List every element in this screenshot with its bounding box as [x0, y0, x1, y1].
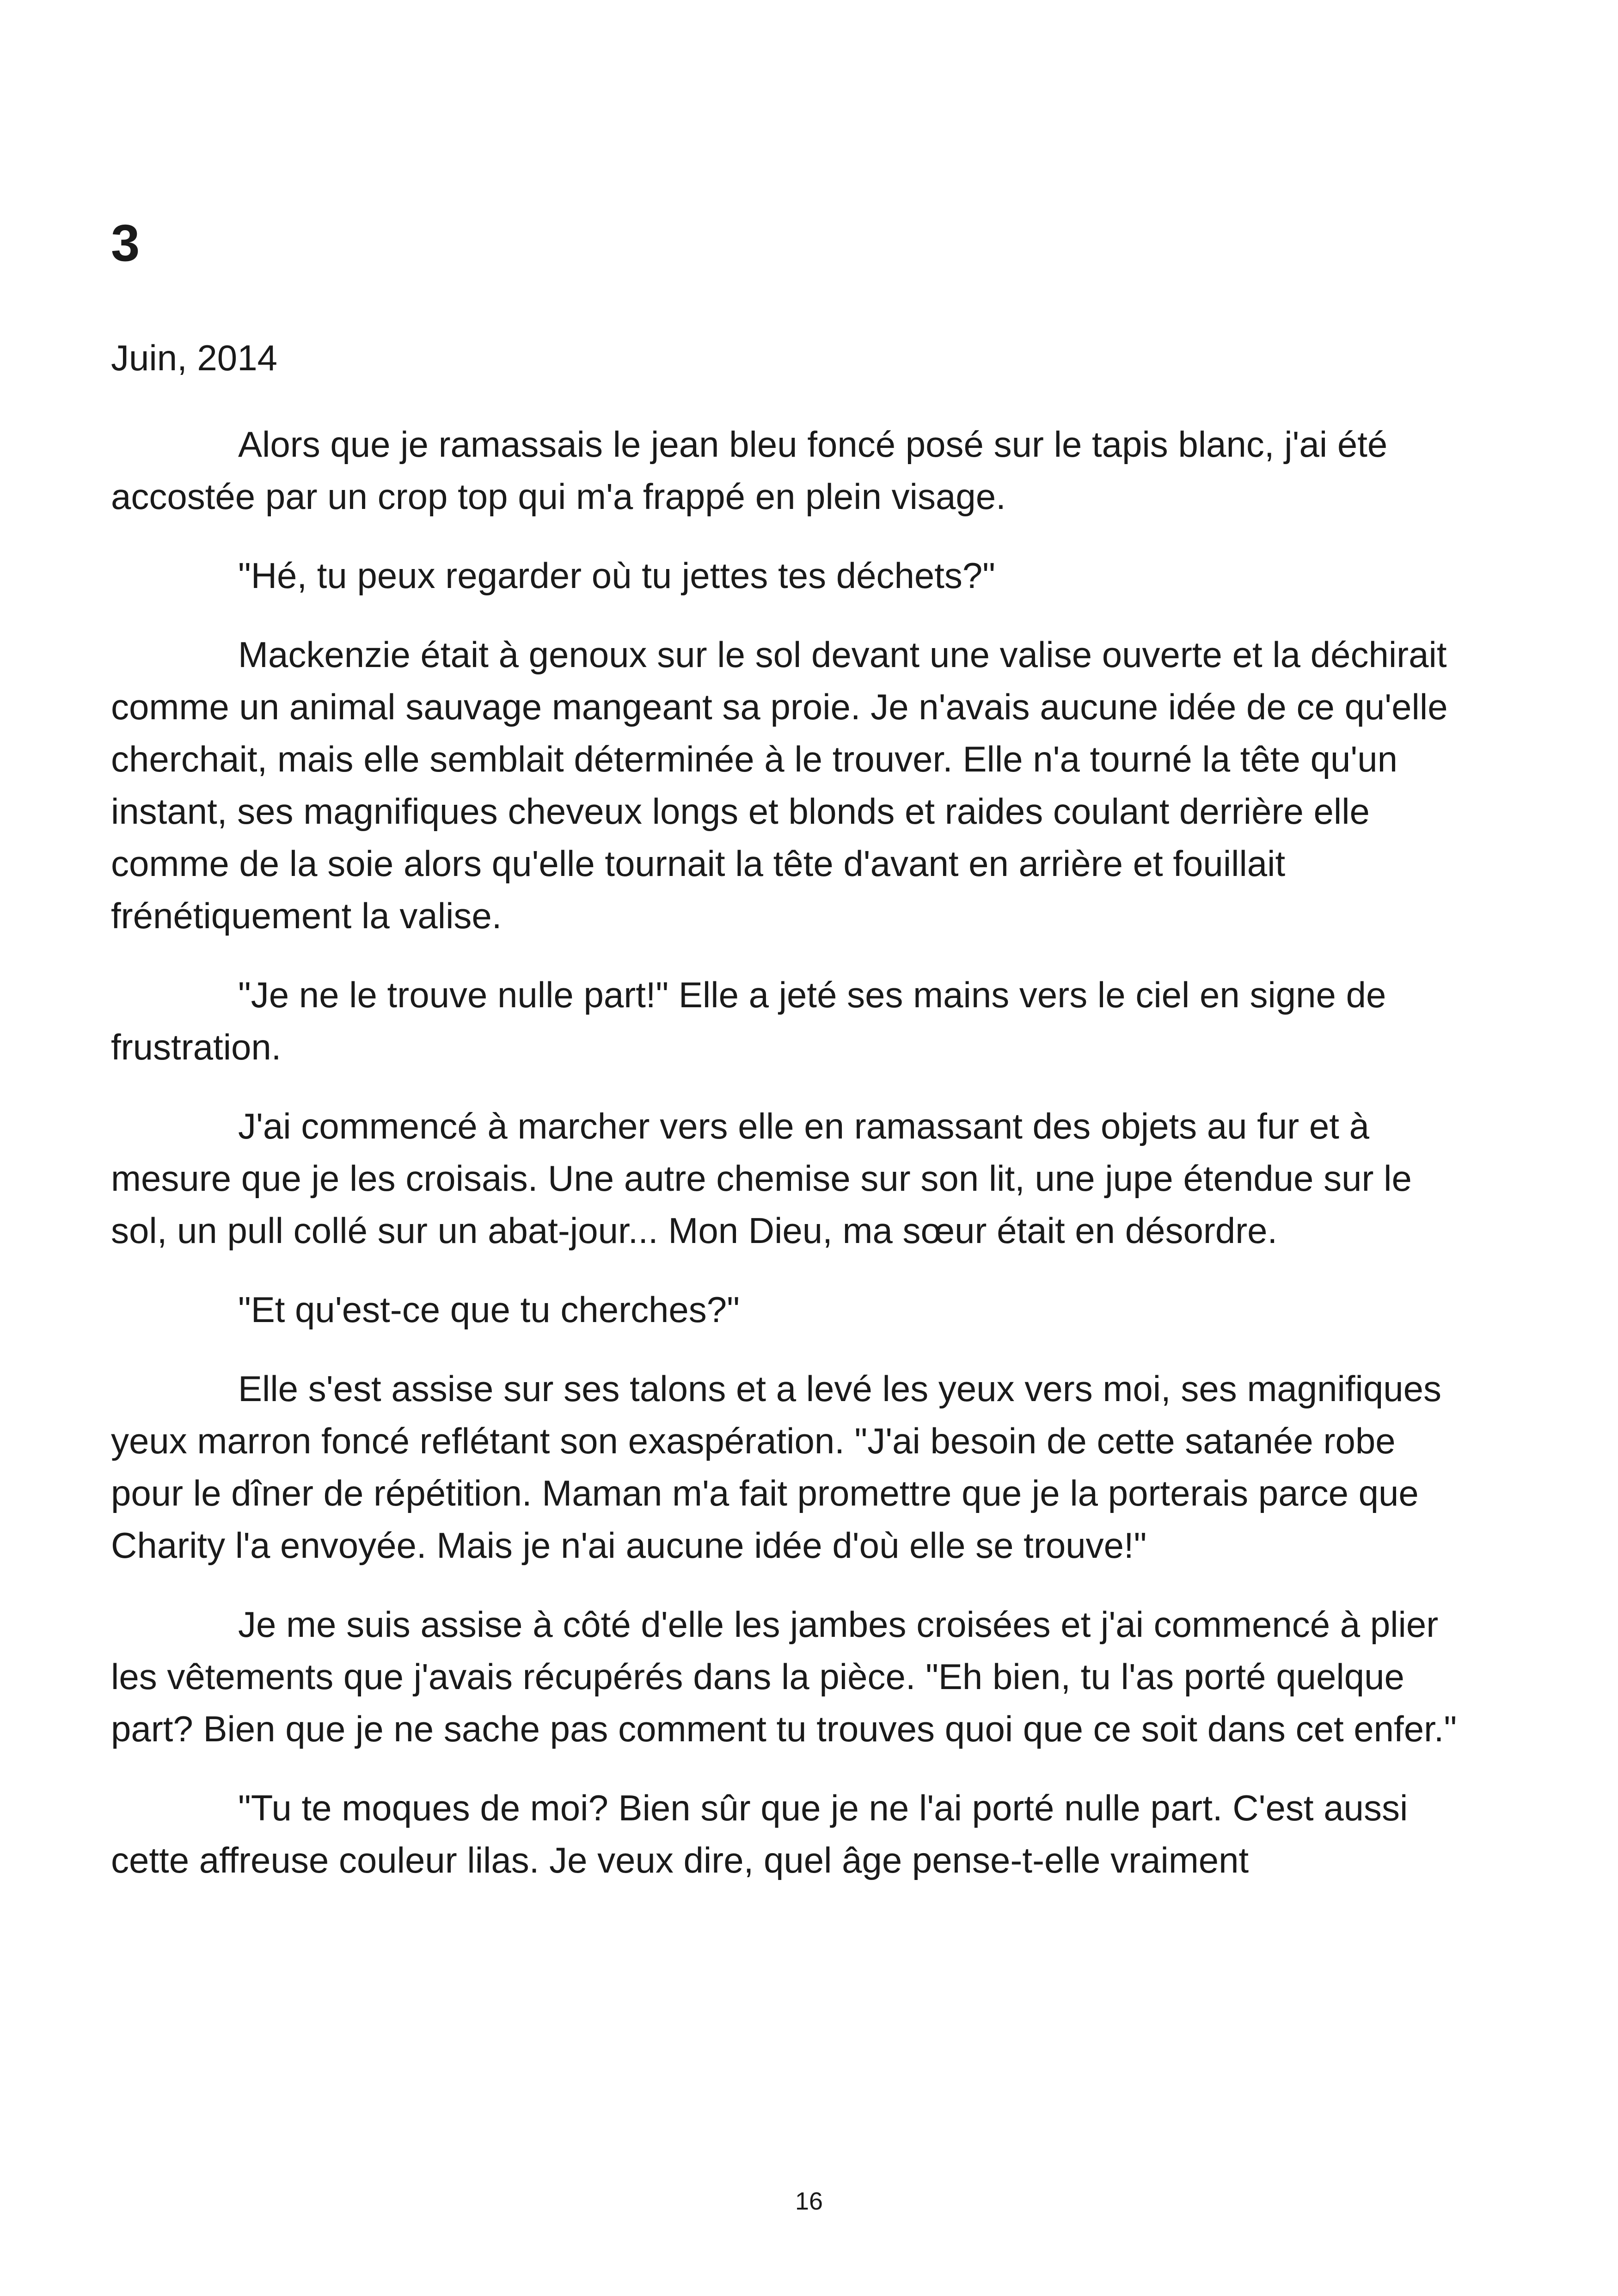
paragraph: Elle s'est assise sur ses talons et a levé les yeux vers moi, ses magnifiques yeux marron foncé reflétant son exaspération. "J'ai besoin de cette satanée robe pour le dîner de répétition. Maman m'a fait promettre que je la porterais parce que Charity l'a envoyée. Mais je n'ai aucune idée d'où elle se trouve!": [111, 1368, 1442, 1566]
chapter-date: Juin, 2014: [111, 337, 277, 378]
body-text: [111, 418, 1461, 1913]
paragraph: Je me suis assise à côté d'elle les jambes croisées et j'ai commencé à plier les vêtements que j'avais récupérés dans la pièce. "Eh bien, tu l'as porté quelque part? Bien que je ne sache pas comment tu trouves quoi que ce soit dans cet enfer.": [111, 1604, 1457, 1749]
chapter-number: 3: [111, 214, 140, 272]
paragraph: "Je ne le trouve nulle part!" Elle a jeté ses mains vers le ciel en signe de frustration.: [111, 974, 1386, 1067]
paragraph: "Hé, tu peux regarder où tu jettes tes déchets?": [238, 555, 995, 596]
paragraph: Mackenzie était à genoux sur le sol devant une valise ouverte et la déchirait comme un animal sauvage mangeant sa proie. Je n'avais aucune idée de ce qu'elle cherchait, mais elle semblait déterminée à le trouver. Elle n'a tourné la tête qu'un instant, ses magnifiques cheveux longs et blonds et raides coulant derrière elle comme de la soie alors qu'elle tournait la tête d'avant en arrière et fouillait frénétiquement la valise.: [111, 634, 1448, 936]
page-number: 16: [795, 2187, 823, 2215]
paragraph: J'ai commencé à marcher vers elle en ramassant des objets au fur et à mesure que je les croisais. Une autre chemise sur son lit, une jupe étendue sur le sol, un pull collé sur un abat-jour... Mon Dieu, ma sœur était en désordre.: [111, 1106, 1412, 1251]
paragraph: "Et qu'est-ce que tu cherches?": [238, 1289, 740, 1330]
paragraph: Alors que je ramassais le jean bleu foncé posé sur le tapis blanc, j'ai été accostée par un crop top qui m'a frappé en plein visage.: [111, 424, 1388, 517]
paragraph: "Tu te moques de moi? Bien sûr que je ne l'ai porté nulle part. C'est aussi cette affreuse couleur lilas. Je veux dire, quel âge pense-t-elle vraiment: [111, 1788, 1408, 1880]
